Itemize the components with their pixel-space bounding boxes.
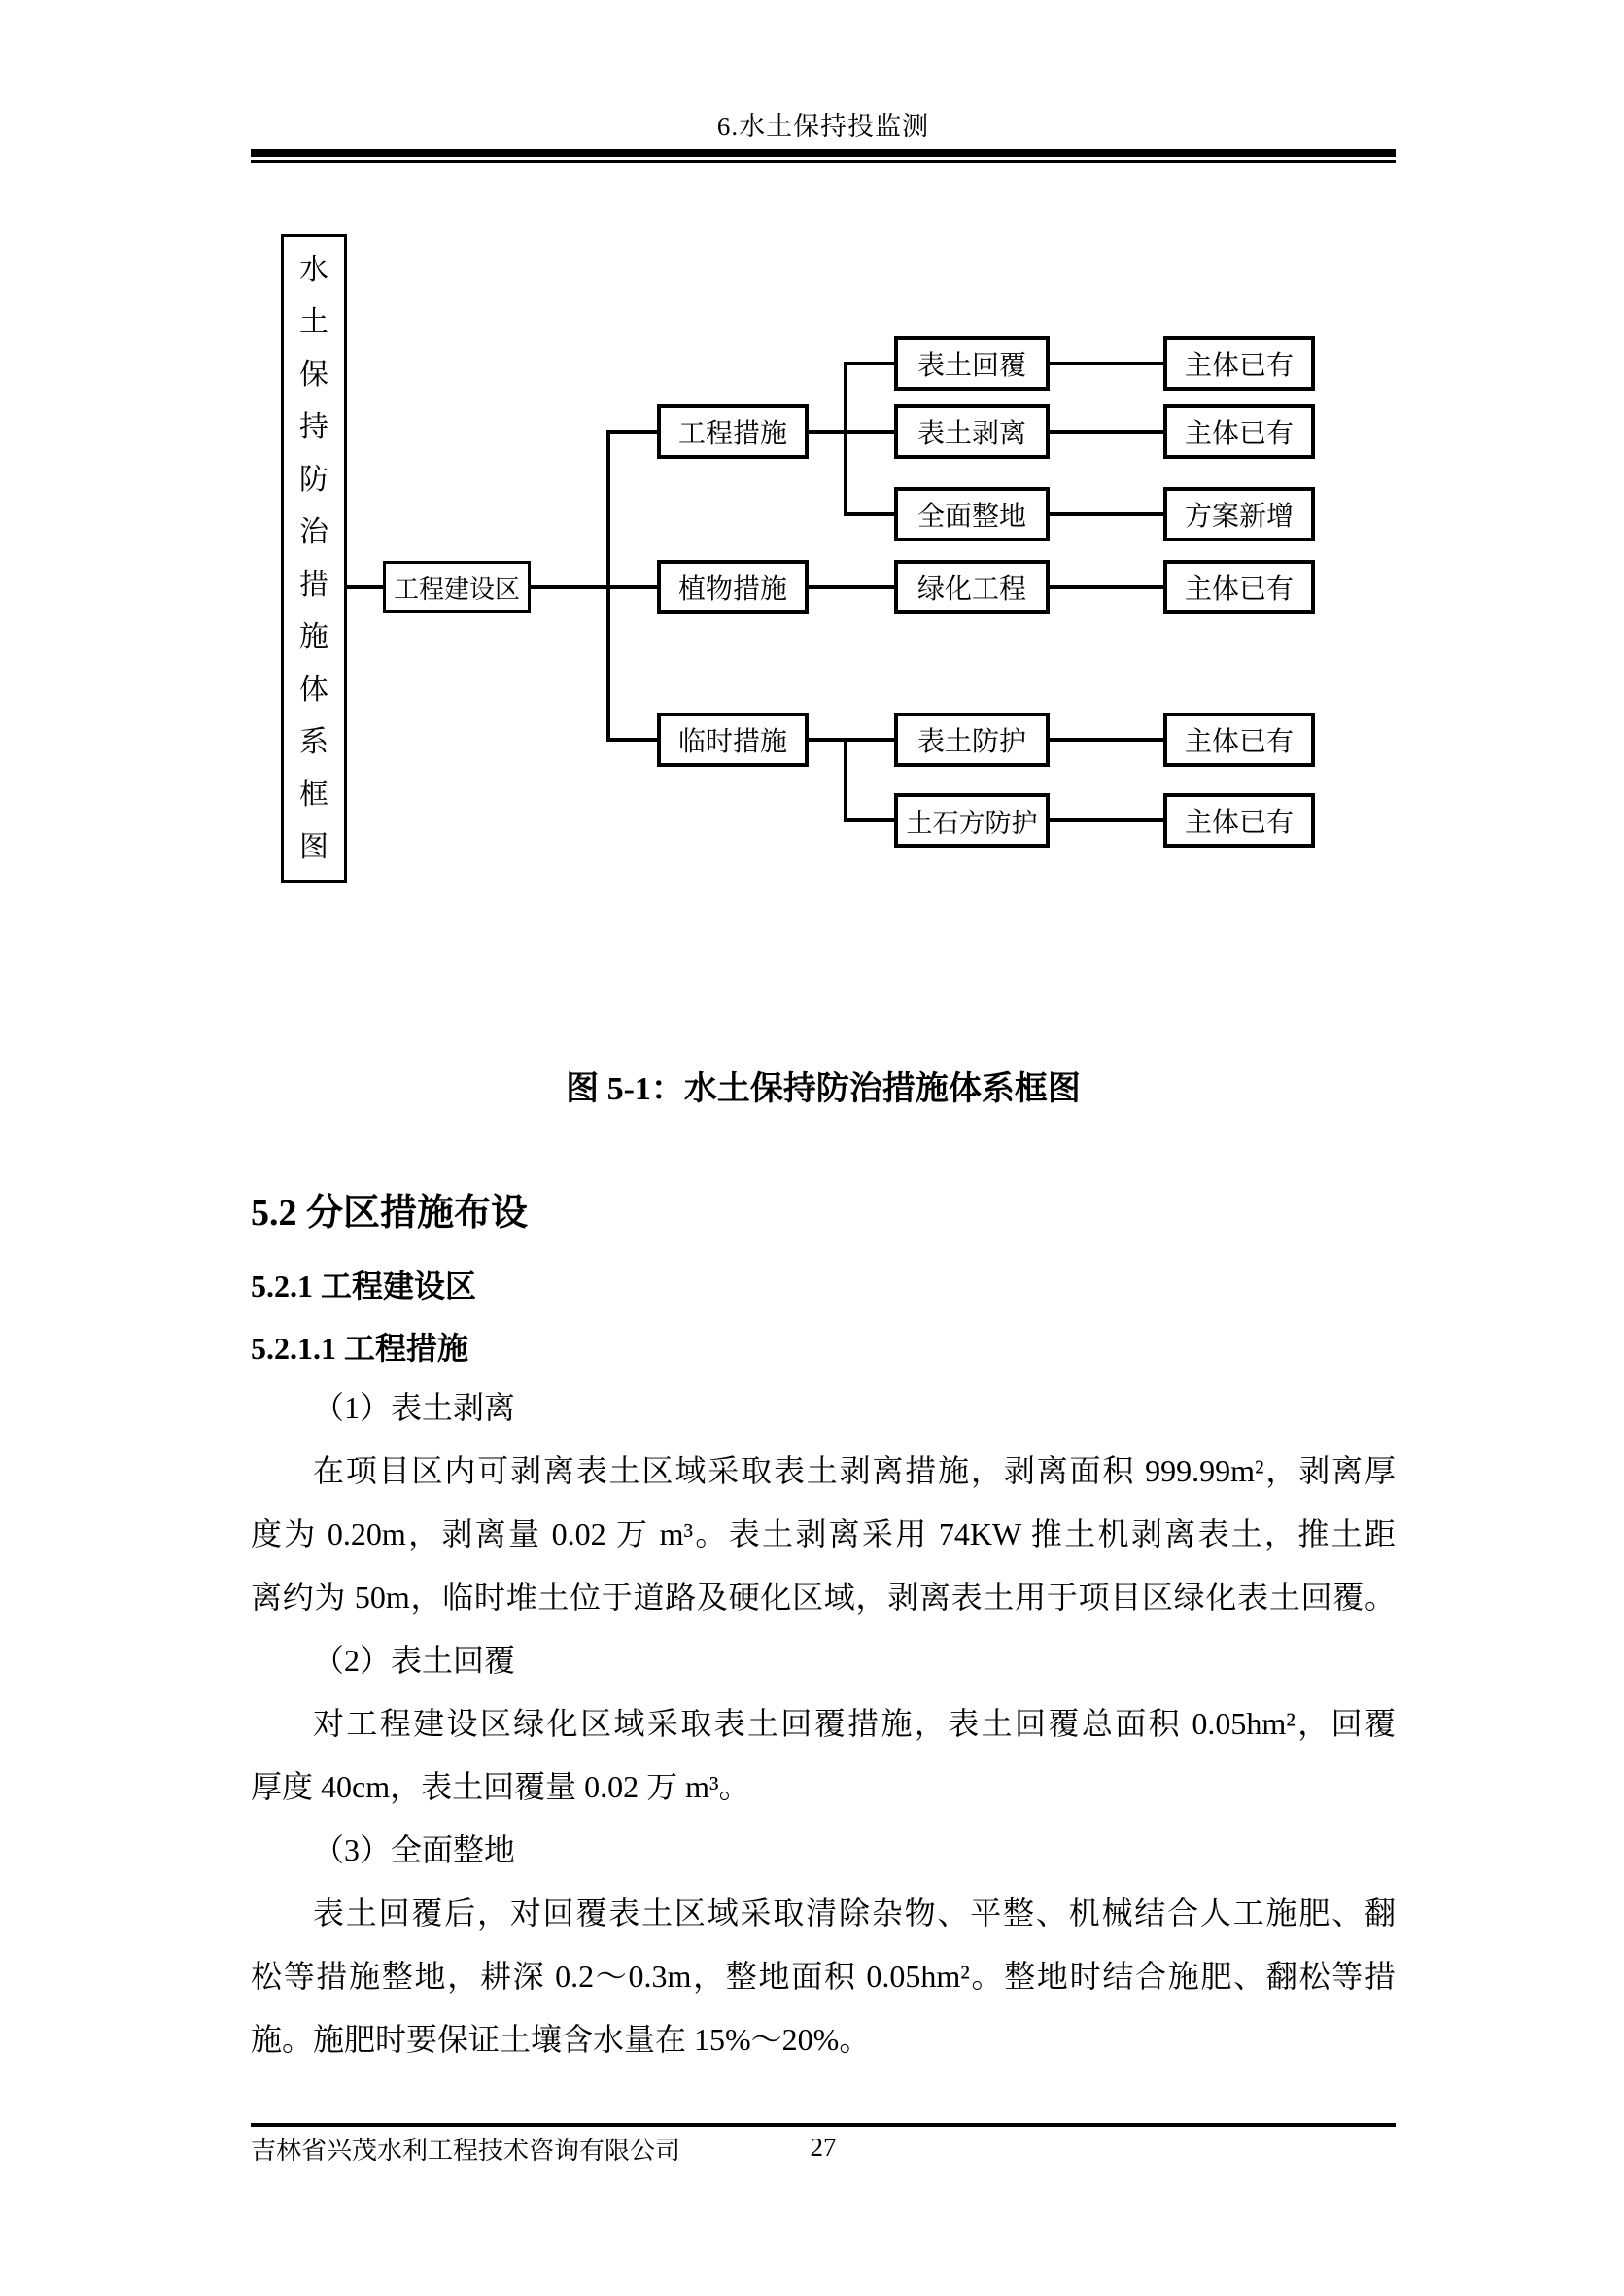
- flowchart-status-3: 方案新增: [1163, 487, 1315, 541]
- flowchart-box-root-label: 水土保持防治措施体系框图: [299, 253, 328, 863]
- header-rule-thick: [251, 149, 1396, 157]
- footer-rule: [251, 2123, 1396, 2127]
- flowchart-status-2: 主体已有: [1163, 404, 1315, 459]
- flowchart-status-4: 主体已有: [1163, 560, 1315, 614]
- body-line: （3）全面整地: [313, 1832, 516, 1867]
- section-heading-5-2-1: 5.2.1 工程建设区: [251, 1269, 477, 1304]
- figure-caption: 图 5-1：水土保持防治措施体系框图: [566, 1071, 1081, 1107]
- flowchart-box-full-land-preparation: 全面整地: [894, 487, 1050, 541]
- body-line: 表土回覆后，对回覆表土区域采取清除杂物、平整、机械结合人工施肥、翻: [313, 1896, 1396, 1931]
- body-line: 对工程建设区绿化区域采取表土回覆措施，表土回覆总面积 0.05hm²，回覆: [313, 1706, 1396, 1741]
- footer-page-number: 27: [810, 2133, 837, 2162]
- body-line: 离约为 50m，临时堆土位于道路及硬化区域，剥离表土用于项目区绿化表土回覆。: [251, 1580, 1396, 1615]
- body-line: （2）表土回覆: [313, 1643, 516, 1678]
- flowchart-box-root: [281, 234, 347, 883]
- flowchart-status-1: 主体已有: [1163, 336, 1315, 391]
- body-line: 厚度 40cm，表土回覆量 0.02 万 m³。: [251, 1769, 750, 1804]
- page-header-title: 6.水土保持投监测: [716, 112, 930, 141]
- flowchart-box-earthwork-protection: 土石方防护: [894, 793, 1050, 848]
- body-line: 在项目区内可剥离表土区域采取表土剥离措施，剥离面积 999.99m²，剥离厚: [313, 1453, 1396, 1488]
- footer-company: 吉林省兴茂水利工程技术咨询有限公司: [251, 2137, 681, 2165]
- flowchart-box-temporary-measures: 临时措施: [657, 713, 809, 767]
- body-line: 度为 0.20m，剥离量 0.02 万 m³。表土剥离采用 74KW 推土机剥离表土，推土距: [251, 1516, 1396, 1551]
- body-line: 松等措施整地，耕深 0.2～0.3m，整地面积 0.05hm²。整地时结合施肥、翻松等措: [251, 1959, 1396, 1994]
- flowchart-box-project-area: 工程建设区: [383, 561, 531, 613]
- header-rule-thin: [251, 160, 1396, 163]
- flowchart-box-engineering-measures: 工程措施: [657, 404, 809, 459]
- flowchart-box-greening-works: 绿化工程: [894, 560, 1050, 614]
- body-text: [251, 1376, 1396, 2071]
- body-line: （1）表土剥离: [313, 1390, 516, 1425]
- flowchart-box-topsoil-backfill: 表土回覆: [894, 336, 1050, 391]
- flowchart-box-topsoil-protection: 表土防护: [894, 713, 1050, 767]
- body-line: 施。施肥时要保证土壤含水量在 15%～20%。: [251, 2022, 871, 2057]
- flowchart-box-topsoil-stripping: 表土剥离: [894, 404, 1050, 459]
- flowchart-status-6: 主体已有: [1163, 793, 1315, 848]
- section-heading-5-2: 5.2 分区措施布设: [251, 1193, 529, 1234]
- flowchart-status-5: 主体已有: [1163, 713, 1315, 767]
- section-heading-5-2-1-1: 5.2.1.1 工程措施: [251, 1331, 469, 1366]
- flowchart-box-plant-measures: 植物措施: [657, 560, 809, 614]
